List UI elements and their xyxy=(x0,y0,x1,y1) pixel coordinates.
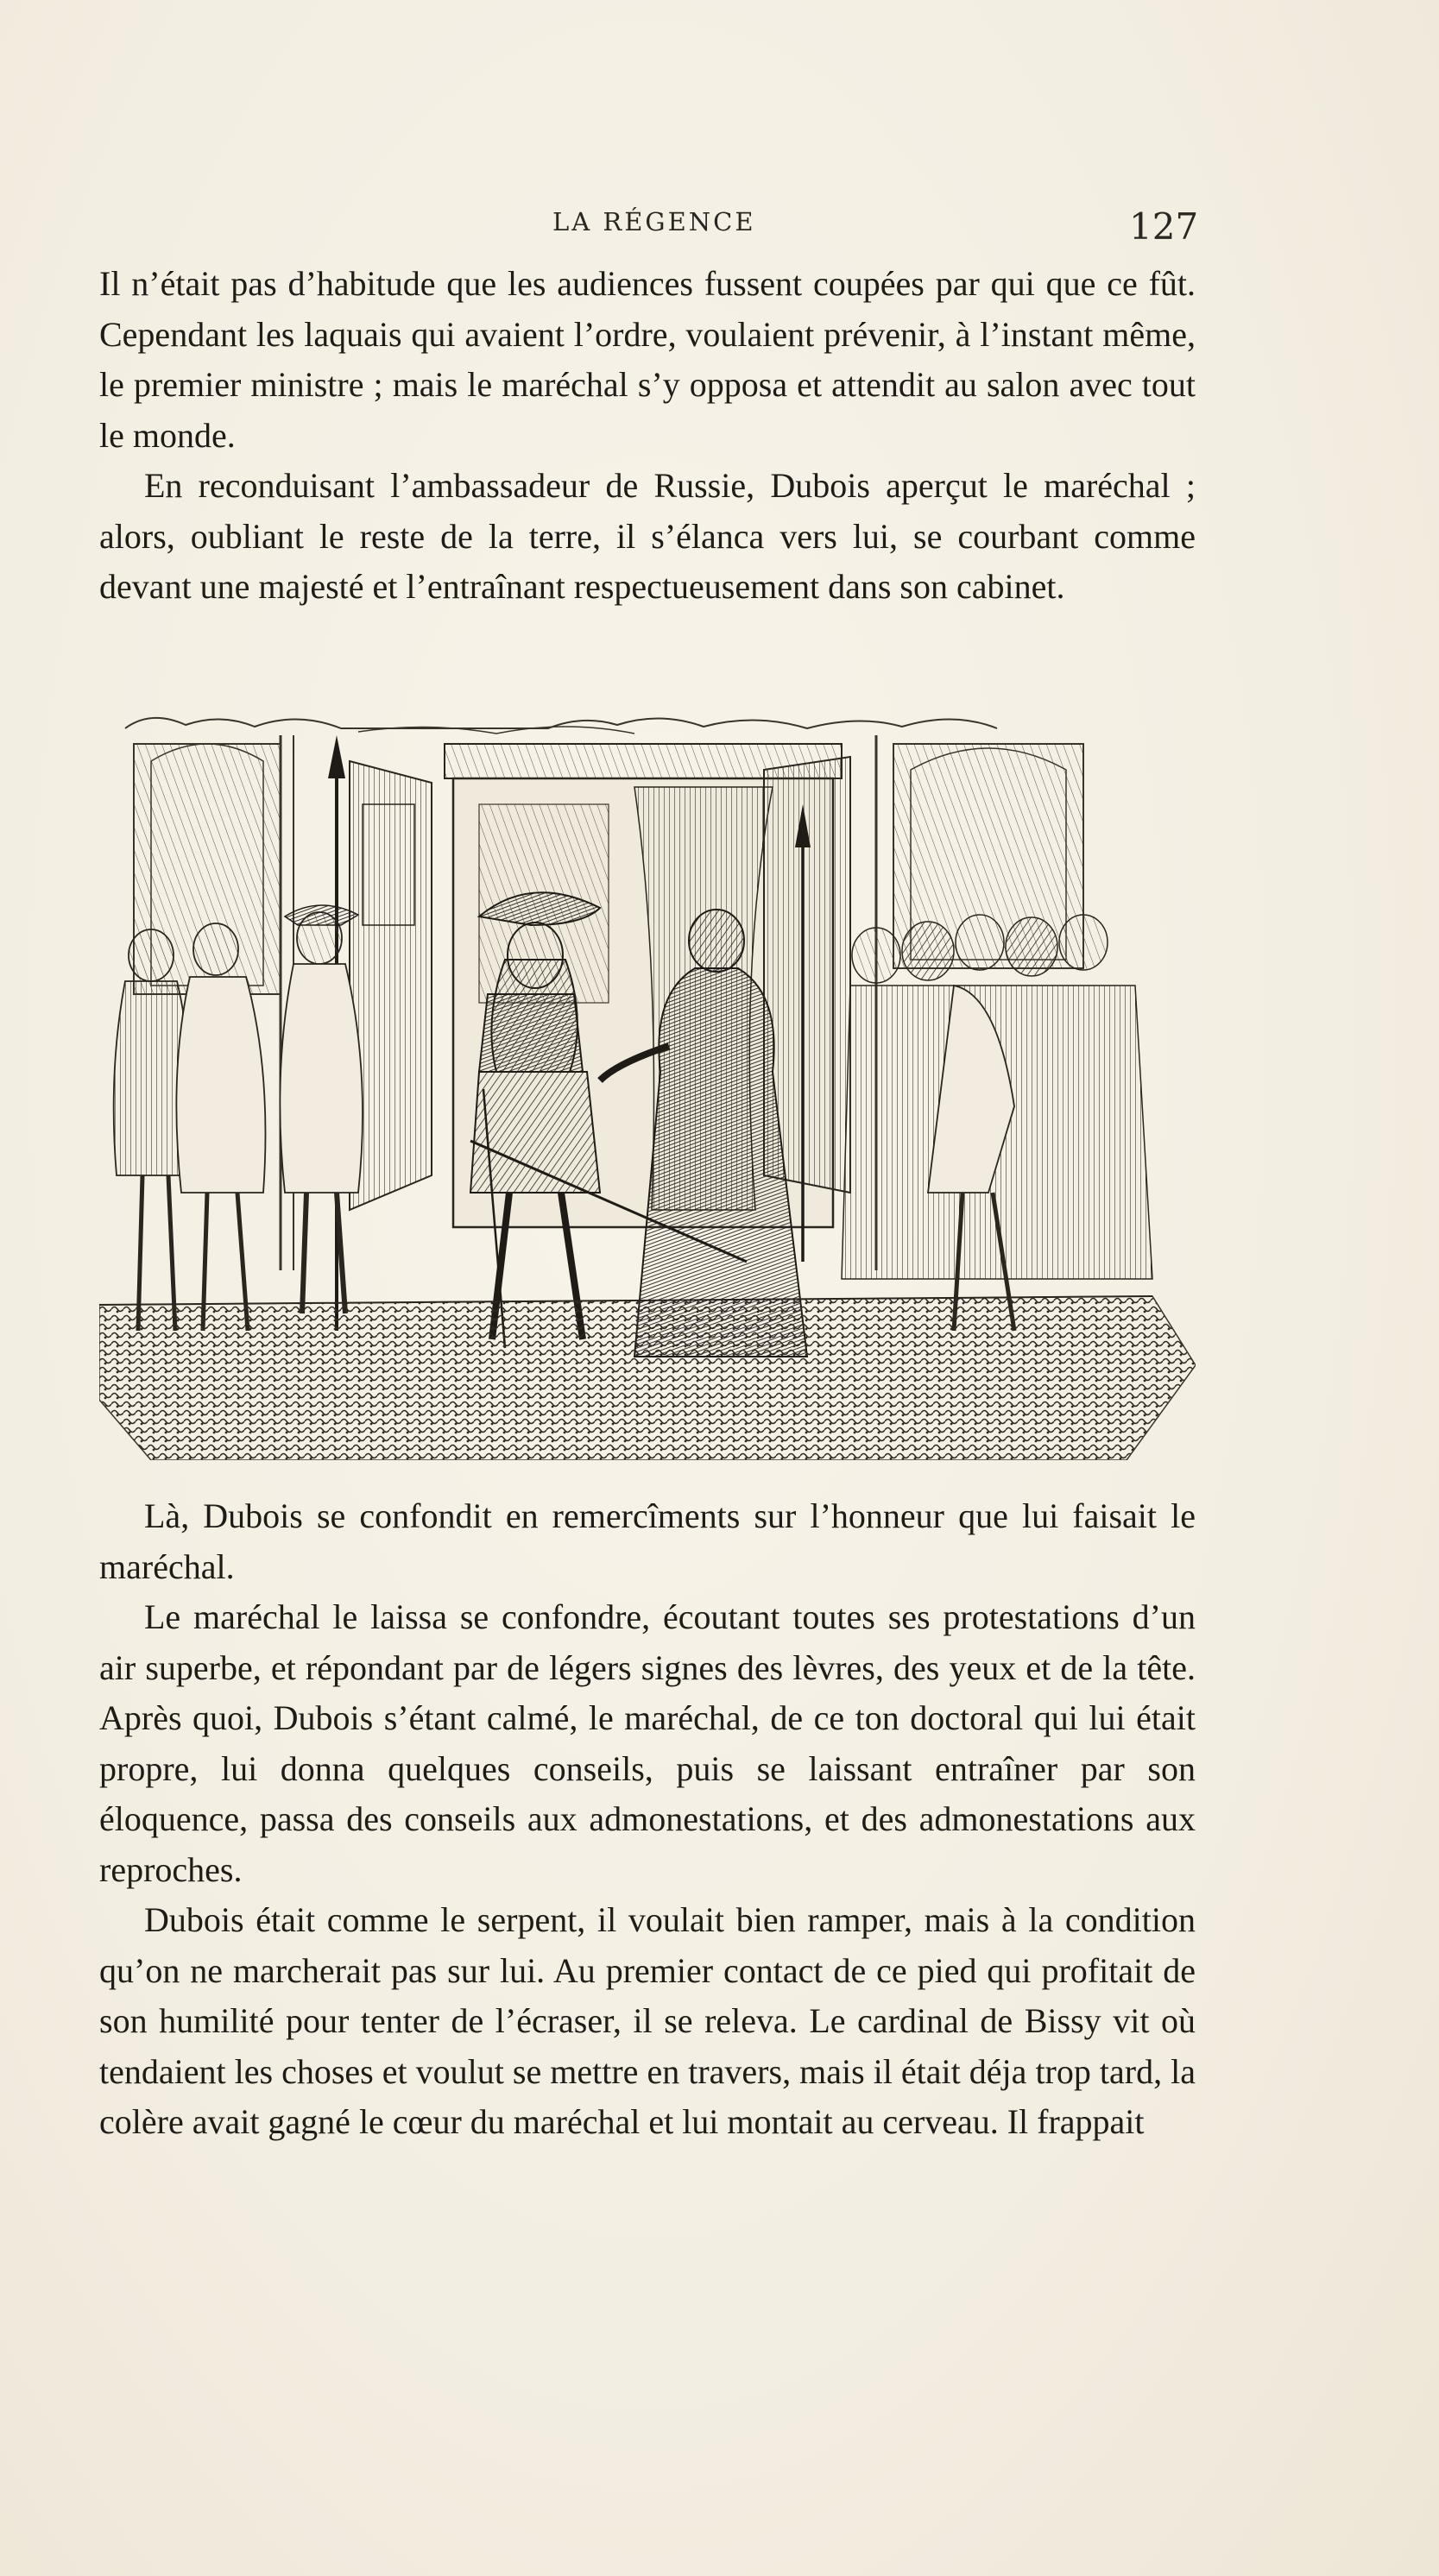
paragraph: En reconduisant l’ambassadeur de Russie, Dubois aperçut le maréchal ; alors, oubliant le reste de la terre, il s’élanca vers lui, se courbant comme devant une majesté et l’entraînant respectueusement dans son cabinet. xyxy=(99,466,1196,606)
paragraph: Dubois était comme le serpent, il voulait bien ramper, mais à la condition qu’on ne marcherait pas sur lui. Au premier contact de ce pied qui profitait de son humilité pour tenter de l’écraser, il se releva. Le cardinal de Bissy vit où tendaient les choses et voulut se mettre en travers, mais il était déja trop tard, la colère avait gagné le cœur du maréchal et lui montait au cerveau. Il frappait xyxy=(99,1900,1196,2141)
paragraph: Là, Dubois se confondit en remercîments sur l’honneur que lui faisait le maréchal. xyxy=(99,1496,1196,1586)
crowd-left xyxy=(114,923,266,1331)
text-block-bottom xyxy=(99,1491,1196,2148)
running-title: LA RÉGENCE xyxy=(552,207,756,236)
engraving-drawing xyxy=(99,709,1196,1460)
crowd-right xyxy=(842,915,1152,1331)
engraving-illustration xyxy=(99,709,1196,1460)
paragraph: Le maréchal le laissa se confondre, écoutant toutes ses protestations d’un air superbe, et répondant par de légers signes des lèvres, des yeux et de la tête. Après quoi, Dubois s’étant calmé, le maréchal, de ce ton doctoral qui lui était propre, lui donna quelques conseils, puis se laissant entraîner par son éloquence, passa des conseils aux admonestations, et des admonestations aux reproches. xyxy=(99,1597,1196,1889)
page-number: 127 xyxy=(1129,205,1199,248)
paragraph: Il n’était pas d’habitude que les audiences fussent coupées par qui que ce fût. Cependant les laquais qui avaient l’ordre, voulaient prévenir, à l’instant même, le premier ministre ; mais le maréchal s’y opposa et attendit au salon avec tout le monde. xyxy=(99,264,1196,455)
text-block-top xyxy=(99,259,1196,613)
